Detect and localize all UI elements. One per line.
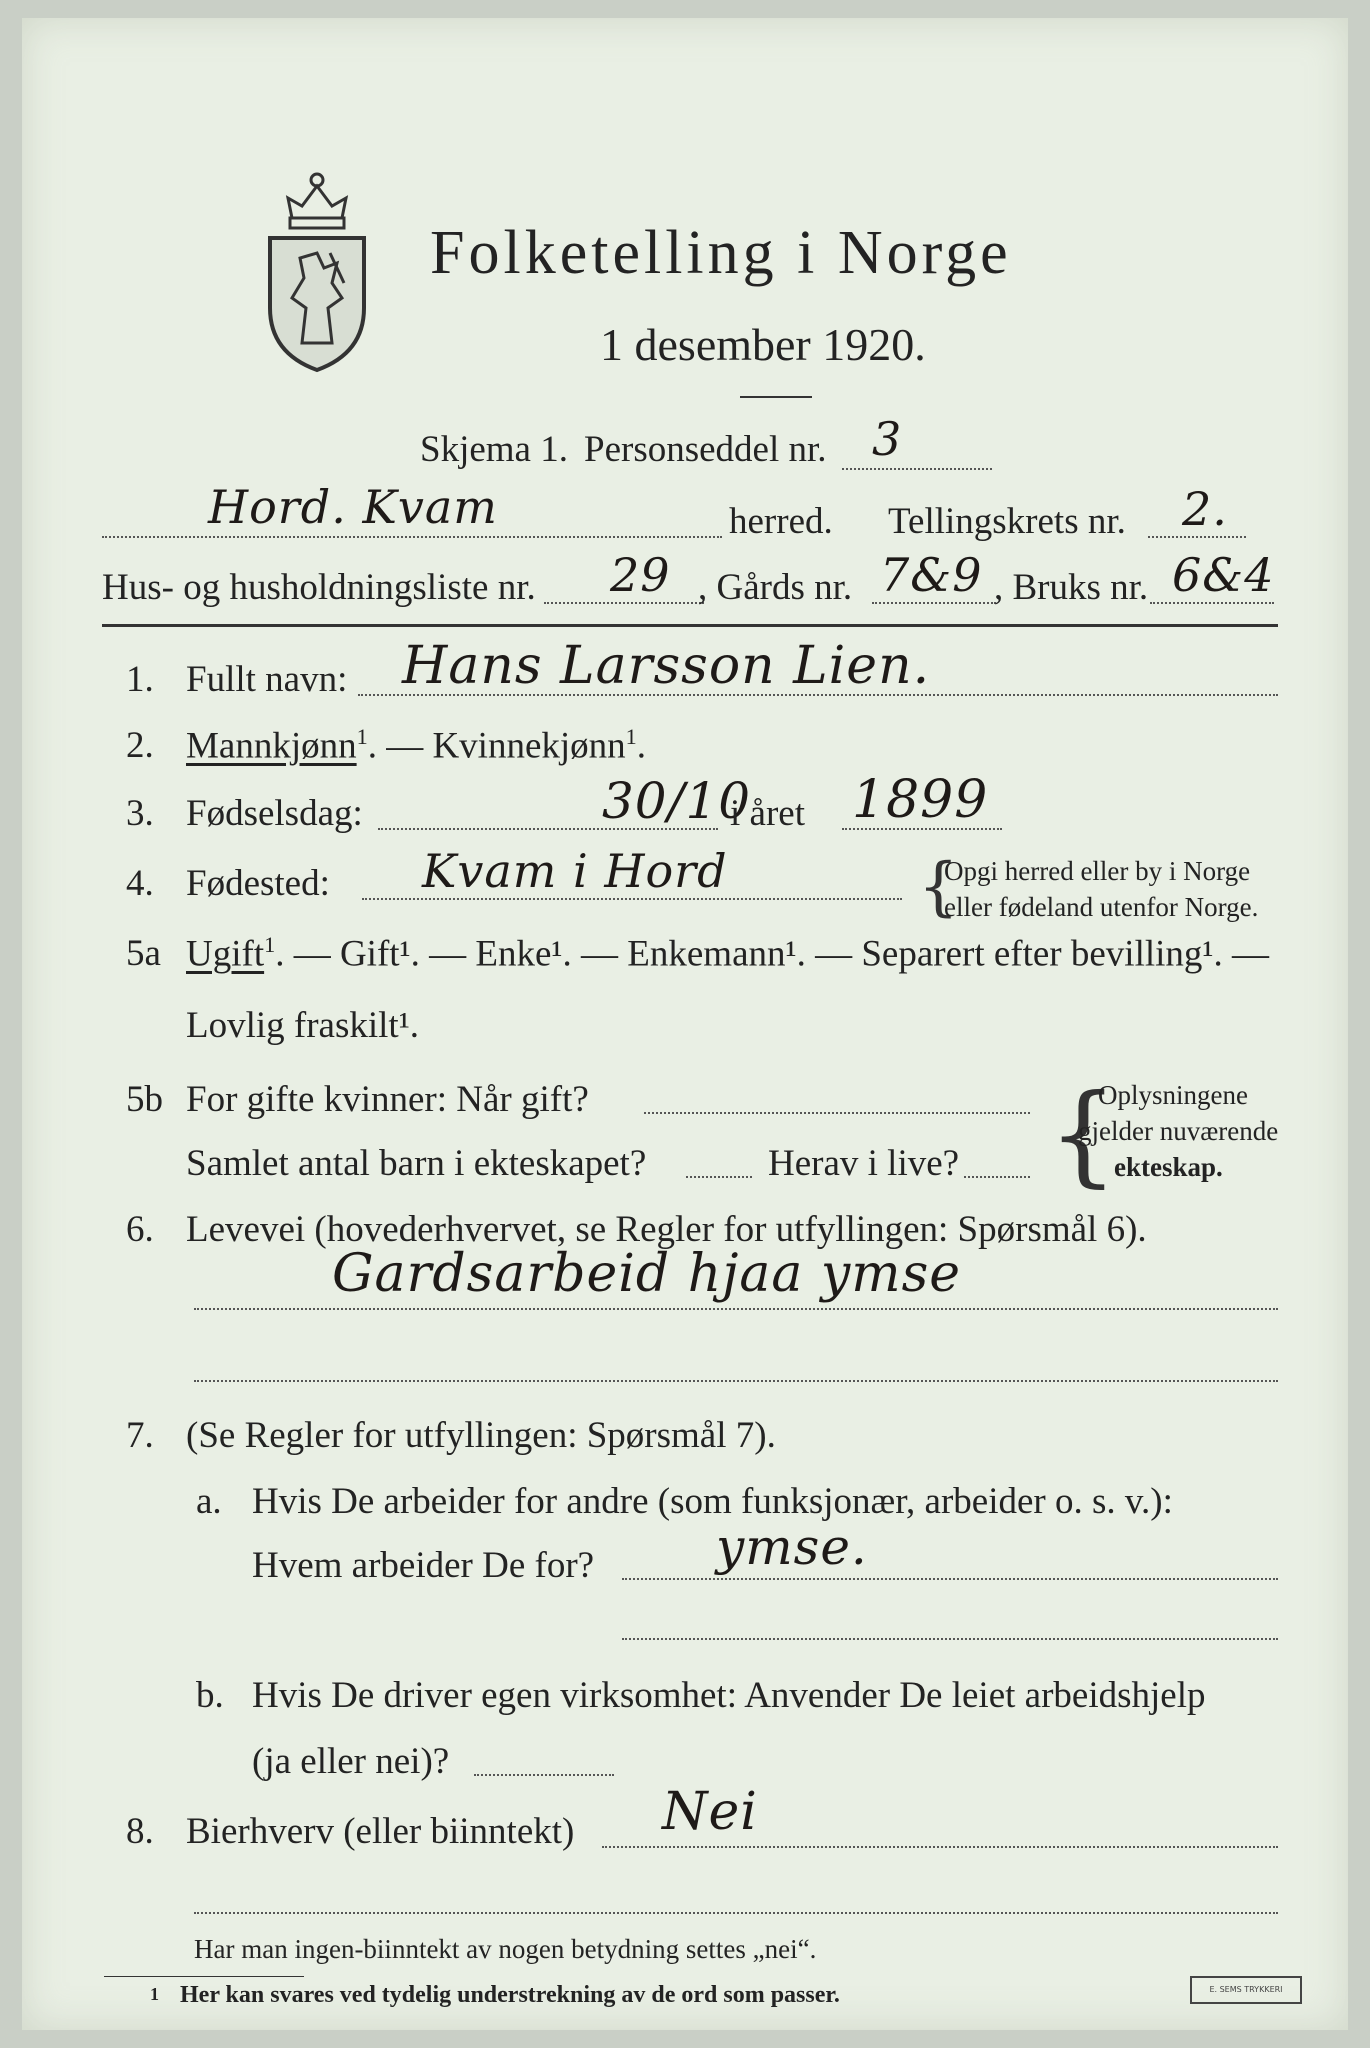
tellingskrets-label: Tellingskrets nr. — [888, 501, 1126, 542]
q6-dotline-2 — [194, 1380, 1278, 1382]
q3-year-label: i året — [730, 793, 805, 834]
q7b-line1: Hvis De driver egen virksomhet: Anvender De leiet arbeidshjelp — [252, 1675, 1206, 1716]
q5b-note-brace: { — [1048, 1070, 1118, 1198]
q7a-line2: Hvem arbeider De for? — [252, 1545, 595, 1586]
norway-coat-of-arms-icon — [262, 158, 372, 378]
q4-label: Fødested: — [186, 863, 330, 904]
q5b-number: 5b — [126, 1079, 163, 1120]
q6-dotline-1 — [194, 1308, 1278, 1310]
q3-number: 3. — [126, 793, 154, 834]
q7-number: 7. — [126, 1415, 154, 1456]
q5b-line1: For gifte kvinner: Når gift? — [186, 1079, 589, 1120]
q1-value: Hans Larsson Lien. — [402, 636, 931, 696]
gards-value: 7&9 — [880, 548, 983, 602]
q2-number: 2. — [126, 725, 154, 766]
q5b-note-line1: Oplysningene — [1098, 1080, 1248, 1110]
q6-label: Levevei (hovederhvervet, se Regler for utfyllingen: Spørsmål 6). — [186, 1209, 1147, 1250]
biinntekt-note: Har man ingen-biinntekt av nogen betydning settes „nei“. — [194, 1934, 817, 1964]
q7a-dotline — [622, 1578, 1278, 1580]
q5a-number: 5a — [126, 933, 161, 974]
hus-value: 29 — [610, 548, 671, 602]
skjema-label: Skjema 1. — [420, 429, 568, 470]
q7a-line1: Hvis De arbeider for andre (som funksjonær, arbeider o. s. v.): — [252, 1481, 1173, 1522]
hus-label: Hus- og husholdningsliste nr. — [102, 567, 536, 608]
q7-label: (Se Regler for utfyllingen: Spørsmål 7). — [186, 1415, 776, 1456]
q5b-married-dotline — [644, 1112, 1030, 1114]
footnote-rule — [104, 1976, 304, 1977]
q4-value: Kvam i Hord — [422, 844, 728, 898]
gards-label: , Gårds nr. — [698, 567, 853, 608]
q7b-dotline — [474, 1774, 614, 1776]
title-divider — [740, 396, 812, 398]
q8-number: 8. — [126, 1811, 154, 1852]
hus-dotline — [544, 602, 704, 604]
q8-dotline — [602, 1846, 1278, 1848]
q3-year-value: 1899 — [852, 770, 989, 830]
personseddel-label: Personseddel nr. — [584, 429, 827, 470]
herred-value: Hord. Kvam — [208, 480, 498, 534]
q3-label: Fødselsdag: — [186, 793, 363, 834]
header-separator — [102, 624, 1278, 627]
census-form-page — [22, 18, 1348, 2030]
q2-options: Mannkjønn$^1$. — Kvinnekjønn$^1$. — [186, 724, 646, 767]
footnote-text: Her kan svares ved tydelig understrekning av de ord som passer. — [180, 1982, 840, 2008]
printer-stamp: E. SEMS TRYKKERI — [1190, 1976, 1302, 2004]
q4-dotline — [362, 898, 902, 900]
q8-value: Nei — [662, 1782, 758, 1842]
footnote-mark: 1 — [150, 1984, 159, 2004]
herred-label: herred. — [729, 501, 833, 542]
bruks-dotline — [1150, 602, 1274, 604]
q7b-letter: b. — [196, 1675, 224, 1716]
q7a-value: ymse. — [716, 1518, 868, 1576]
personseddel-dotline — [842, 468, 992, 470]
q5b-children-dotline — [686, 1176, 752, 1178]
form-title: Folketelling i Norge — [430, 219, 1012, 287]
q5a-options: Ugift$^1$. — Gift¹. — Enke¹. — Enkemann¹. — Separert efter bevilling¹. — — [186, 932, 1269, 975]
q7a-letter: a. — [196, 1481, 222, 1522]
q2-kvinnekjonn: . — Kvinnekjønn — [367, 725, 626, 767]
q6-number: 6. — [126, 1209, 154, 1250]
gards-dotline — [872, 602, 996, 604]
q1-label: Fullt navn: — [186, 659, 348, 700]
q5a-ugift: Ugift — [186, 933, 265, 975]
census-date: 1 desember 1920. — [600, 319, 926, 370]
bruks-label: , Bruks nr. — [994, 567, 1149, 608]
q5b-line2: Samlet antal barn i ekteskapet? — [186, 1143, 647, 1184]
q5b-note-line3: ekteskap. — [1114, 1152, 1223, 1182]
q4-note-line2: eller fødeland utenfor Norge. — [944, 892, 1259, 922]
q4-note-brace: { — [918, 850, 959, 924]
q1-number: 1. — [126, 659, 154, 700]
q2-mannkjonn: Mannkjønn — [186, 725, 357, 767]
tellingskrets-value: 2. — [1182, 482, 1228, 536]
q3-day-value: 30/10 — [602, 772, 752, 830]
q7a-dotline-2 — [622, 1638, 1278, 1640]
bruks-value: 6&4 — [1172, 548, 1275, 602]
q5a-line2: Lovlig fraskilt¹. — [186, 1005, 420, 1046]
q8-label: Bierhverv (eller biinntekt) — [186, 1811, 575, 1852]
q4-note-line1: Opgi herred eller by i Norge — [944, 856, 1251, 886]
q5b-note-line2: gjelder nuværende — [1078, 1116, 1279, 1146]
q7b-line2: (ja eller nei)? — [252, 1741, 450, 1782]
q5b-herav-label: Herav i live? — [768, 1143, 960, 1184]
q5b-alive-dotline — [964, 1176, 1030, 1178]
personseddel-value: 3 — [872, 412, 903, 466]
q5a-other-options: . — Gift¹. — Enke¹. — Enkemann¹. — Separert efter bevilling¹. — — [275, 933, 1269, 975]
herred-dotline — [102, 536, 722, 538]
q4-number: 4. — [126, 863, 154, 904]
q8-dotline-2 — [194, 1912, 1278, 1914]
tellingskrets-dotline — [1148, 536, 1246, 538]
q6-value: Gardsarbeid hjaa ymse — [332, 1244, 962, 1304]
